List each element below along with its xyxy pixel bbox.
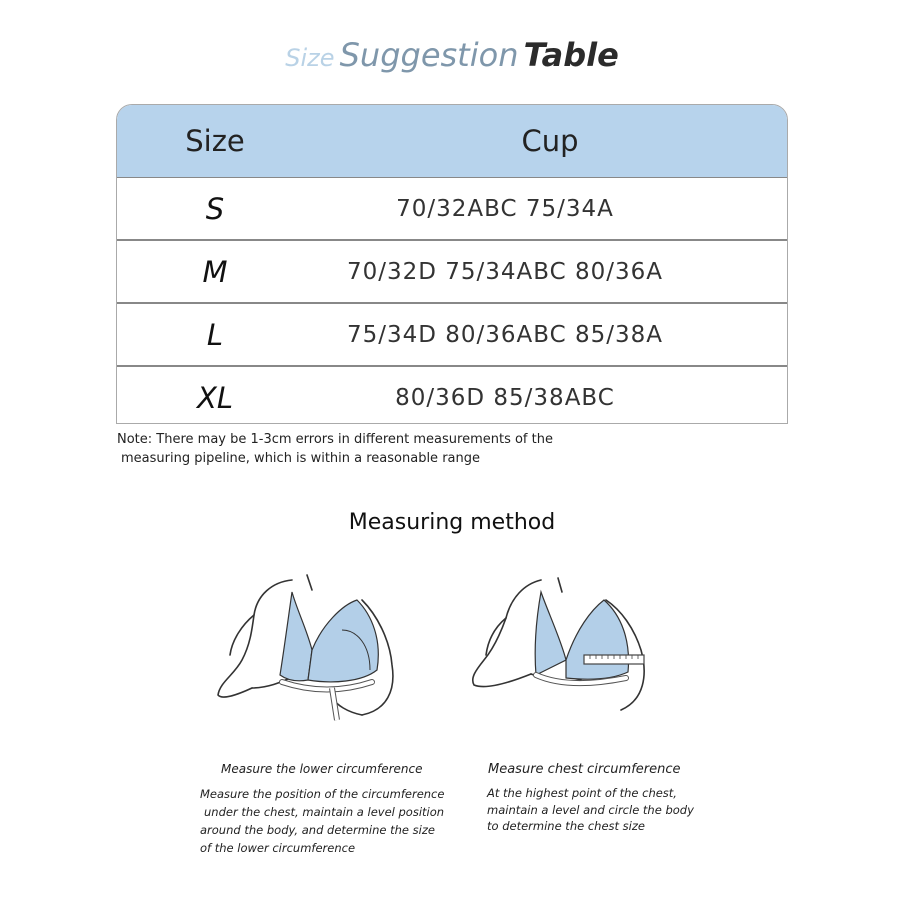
table-header	[117, 105, 787, 178]
chest-circumference-heading: Measure chest circumference	[488, 762, 681, 777]
page-title	[0, 36, 904, 74]
measuring-method-title: Measuring method	[348, 510, 556, 535]
table-row	[117, 241, 787, 304]
description-line: under the chest, maintain a level position	[204, 805, 445, 819]
row-cup: 70/32ABC 75/34A	[396, 195, 614, 222]
row-size: L	[206, 317, 224, 352]
chest-circumference-description	[487, 785, 694, 835]
row-cup: 80/36D 85/38ABC	[395, 384, 615, 411]
row-size: XL	[196, 380, 234, 415]
lower-circumference-description	[200, 785, 444, 857]
measurement-note	[117, 430, 597, 468]
note-line: Note: There may be 1-3cm errors in different measurements of the	[117, 432, 553, 447]
title-suggestion-word: Suggestion	[339, 36, 519, 74]
row-cup: 75/34D 80/36ABC 85/38A	[346, 321, 664, 348]
description-line: of the lower circumference	[200, 841, 356, 855]
table-row	[117, 178, 787, 241]
header-size: Size	[185, 124, 245, 158]
header-cup: Cup	[521, 124, 579, 158]
title-table-word: Table	[523, 36, 619, 74]
title-size-word: Size	[285, 44, 335, 72]
row-size: S	[205, 191, 225, 226]
note-line: measuring pipeline, which is within a reasonable range	[121, 451, 480, 466]
chest-circumference-illustration	[466, 570, 666, 730]
table-row	[117, 304, 787, 367]
size-table	[116, 104, 788, 424]
lower-circumference-heading: Measure the lower circumference	[221, 762, 423, 776]
description-line: around the body, and determine the size	[200, 823, 435, 837]
description-line: At the highest point of the chest,	[487, 786, 677, 800]
lower-circumference-illustration	[212, 570, 402, 730]
description-line: to determine the chest size	[487, 819, 645, 833]
description-line: maintain a level and circle the body	[487, 802, 694, 817]
description-line: Measure the position of the circumference	[200, 787, 445, 801]
row-cup: 70/32D 75/34ABC 80/36A	[346, 258, 664, 285]
table-row	[117, 367, 787, 424]
row-size: M	[202, 254, 228, 289]
